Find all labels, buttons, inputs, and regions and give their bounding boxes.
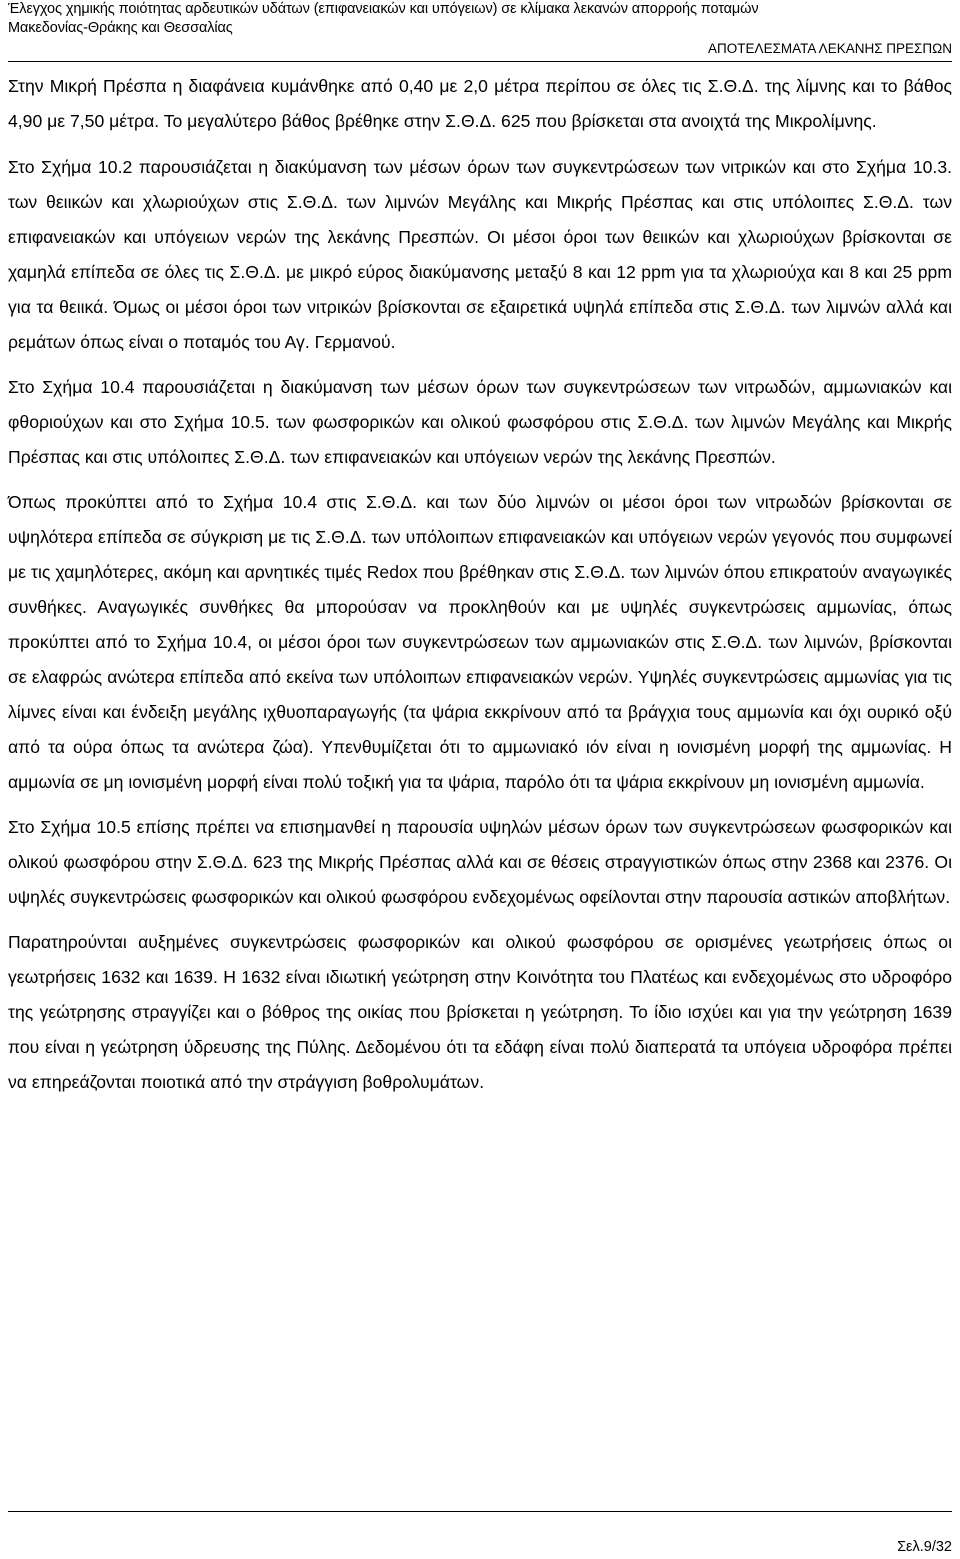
document-title-line-1: Έλεγχος χημικής ποιότητας αρδευτικών υδάτων (επιφανειακών και υπόγειων) σε κλίμακα λεκανών απορροής ποταμών xyxy=(8,1,759,17)
page-header xyxy=(8,0,952,62)
paragraph-5: Στο Σχήμα 10.5 επίσης πρέπει να επισημανθεί η παρουσία υψηλών μέσων όρων των συγκεντρώσεων φωσφορικών και ολικού φωσφόρου στην Σ.Θ.Δ. 623 της Μικρής Πρέσπας αλλά και σε θέσεις στραγγιστικών όπως στην 2368 και 2376. Οι υψηλές συγκεντρώσεις φωσφορικών και ολικού φωσφόρου ενδεχομένως οφείλονται στην παρουσία αστικών αποβλήτων. xyxy=(8,817,952,907)
paragraph-6: Παρατηρούνται αυξημένες συγκεντρώσεις φωσφορικών και ολικού φωσφόρου σε ορισμένες γεωτρήσεις όπως οι γεωτρήσεις 1632 και 1639. Η 1632 είναι ιδιωτική γεώτρηση στην Κοινότητα του Πλατέως και ενδεχομένως στο υδροφόρο της γεώτρησης στραγγίζει και ο βόθρος της οικίας που βρίσκεται η γεώτρηση. Το ίδιο ισχύει και για την γεώτρηση 1639 που είναι η γεώτρηση ύδρευσης της Πύλης. Δεδομένου ότι τα εδάφη είναι πολύ διαπερατά τα υπόγεια υδροφόρα πρέπει να επηρεάζονται ποιοτικά από την στράγγιση βοθρολυμάτων. xyxy=(8,932,952,1092)
page-number: Σελ.9/32 xyxy=(897,1539,952,1555)
document-title xyxy=(8,0,759,38)
paragraph-4: Όπως προκύπτει από το Σχήμα 10.4 στις Σ.Θ.Δ. και των δύο λιμνών οι μέσοι όροι των νιτρωδών βρίσκονται σε υψηλότερα επίπεδα σε σύγκριση με τις Σ.Θ.Δ. των υπόλοιπων επιφανειακών και υπόγειων νερών γεγονός που συμφωνεί με τις χαμηλότερες, ακόμη και αρνητικές τιμές Redox που βρέθηκαν στις Σ.Θ.Δ. των λιμνών όπου επικρατούν αναγωγικές συνθήκες. Αναγωγικές συνθήκες θα μπορούσαν να προκληθούν και με υψηλές συγκεντρώσεις αμμωνίας, όπως προκύπτει από το Σχήμα 10.4, οι μέσοι όροι των συγκεντρώσεων των αμμωνιακών στις Σ.Θ.Δ. των λιμνών, βρίσκονται σε ελαφρώς ανώτερα επίπεδα από εκείνα των υπόλοιπων επιφανειακών νερών. Υψηλές συγκεντρώσεις αμμωνίας για τις λίμνες είναι και ένδειξη μεγάλης ιχθυοπαραγωγής (τα ψάρια εκκρίνουν από τα βράγχια τους αμμωνία και όχι ουρικό οξύ από τα ούρα όπως τα ανώτερα ζώα). Υπενθυμίζεται ότι το αμμωνιακό ιόν είναι η ιονισμένη μορφή της αμμωνίας. Η αμμωνία σε μη ιονισμένη μορφή είναι πολύ τοξική για τα ψάρια, παρόλο ότι τα ψάρια εκκρίνουν μη ιονισμένη αμμωνία. xyxy=(8,492,952,792)
paragraph-1: Στην Μικρή Πρέσπα η διαφάνεια κυμάνθηκε από 0,40 με 2,0 μέτρα περίπου σε όλες τις Σ.Θ.Δ. της λίμνης και το βάθος 4,90 με 7,50 μέτρα. Το μεγαλύτερο βάθος βρέθηκε στην Σ.Θ.Δ. 625 που βρίσκεται στα ανοιχτά της Μικρολίμνης. xyxy=(8,76,952,131)
section-title: ΑΠΟΤΕΛΕΣΜΑΤΑ ΛΕΚΑΝΗΣ ΠΡΕΣΠΩΝ xyxy=(708,41,952,56)
paragraph-2: Στο Σχήμα 10.2 παρουσιάζεται η διακύμανση των μέσων όρων των συγκεντρώσεων των νιτρικών και στο Σχήμα 10.3. των θειικών και χλωριούχων στις Σ.Θ.Δ. των λιμνών Μεγάλης και Μικρής Πρέσπας και στις υπόλοιπες Σ.Θ.Δ. των επιφανειακών και υπόγειων νερών της λεκάνης Πρεσπών. Οι μέσοι όροι των θειικών και χλωριούχων βρίσκονται σε χαμηλά επίπεδα σε όλες τις Σ.Θ.Δ. με μικρό εύρος διακύμανσης μεταξύ 8 και 12 ppm για τα χλωριούχα και 8 και 25 ppm για τα θειικά. Όμως οι μέσοι όροι των νιτρικών βρίσκονται σε εξαιρετικά υψηλά επίπεδα στις Σ.Θ.Δ. των λιμνών αλλά και ρεμάτων όπως είναι ο ποταμός του Αγ. Γερμανού. xyxy=(8,157,952,352)
paragraph-3: Στο Σχήμα 10.4 παρουσιάζεται η διακύμανση των μέσων όρων των συγκεντρώσεων των νιτρωδών, αμμωνιακών και φθοριούχων και στο Σχήμα 10.5. των φωσφορικών και ολικού φωσφόρου στις Σ.Θ.Δ. των λιμνών Μεγάλης και Μικρής Πρέσπας και στις υπόλοιπες Σ.Θ.Δ. των επιφανειακών και υπόγειων νερών της λεκάνης Πρεσπών. xyxy=(8,377,952,467)
page-footer xyxy=(8,1511,952,1555)
document-body xyxy=(8,69,952,1110)
document-title-line-2: Μακεδονίας-Θράκης και Θεσσαλίας xyxy=(8,20,233,36)
